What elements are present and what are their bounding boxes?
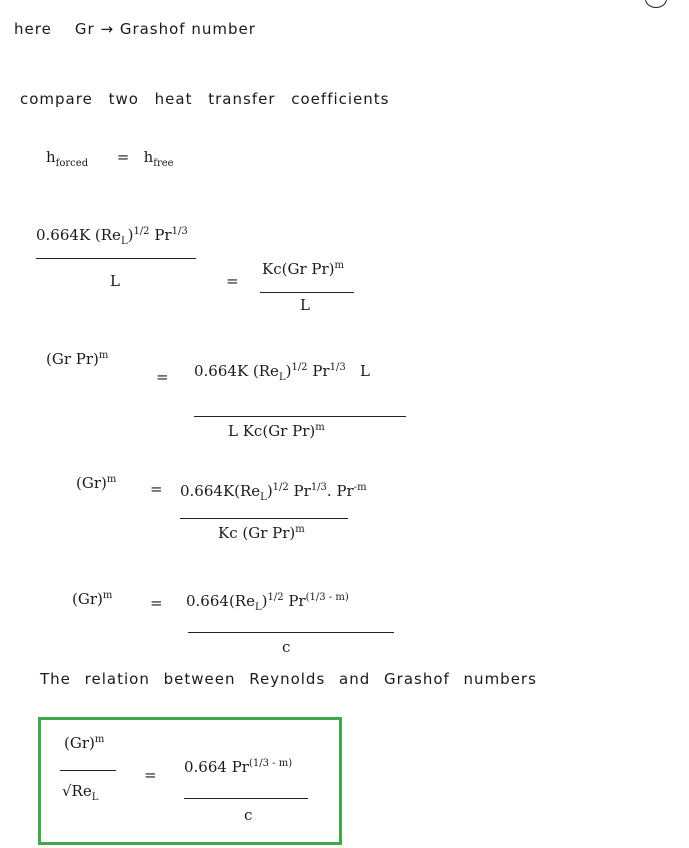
eq2-equals: = xyxy=(156,368,169,386)
eq2-lhs: (Gr Pr)$^m$ xyxy=(46,350,109,368)
eq1-equals: = xyxy=(226,272,239,290)
eq1-lhs-numerator: 0.664K $(Re_L)^{1/2}$ $Pr^{1/3}$ xyxy=(36,226,188,247)
eq4-lhs: $(Gr)^m$ xyxy=(72,590,113,608)
compare-line: compare two heat transfer coefficients xyxy=(20,90,390,108)
final-lhs-numerator: $(Gr)^m$ xyxy=(64,734,105,752)
eq4-numerator: $0.664(Re_L)^{1/2}$ $Pr^{(1/3 - m)}$ xyxy=(186,592,349,613)
eq3-fraction-bar xyxy=(180,518,348,519)
relation-line: The relation between Reynolds and Grashof numbers xyxy=(40,670,537,688)
eq3-denominator: Kc (Gr Pr)$^m$ xyxy=(218,524,305,542)
corner-mark xyxy=(645,0,667,8)
eq1-lhs-denominator: L xyxy=(110,272,120,290)
final-equals: = xyxy=(144,766,157,784)
final-rhs-fraction-bar xyxy=(184,798,308,799)
eq2-denominator: L Kc(Gr Pr)$^m$ xyxy=(228,422,325,440)
final-rhs-numerator: 0.664 $Pr^{(1/3 - m)}$ xyxy=(184,758,293,776)
eq1-rhs-numerator: Kc(Gr Pr)$^m$ xyxy=(262,260,344,278)
h-forced-symbol: h xyxy=(46,148,56,166)
eq1-rhs-fraction-bar xyxy=(260,292,354,293)
eq3-equals: = xyxy=(150,480,163,498)
eq4-equals: = xyxy=(150,594,163,612)
free-subscript: free xyxy=(153,158,174,169)
text-here: here xyxy=(14,20,52,38)
arrow-icon: → xyxy=(100,20,115,38)
eq1-lhs-fraction-bar xyxy=(36,258,196,259)
eq2-fraction-bar xyxy=(194,416,406,417)
symbol-gr: Gr xyxy=(74,20,95,38)
definition-line xyxy=(14,20,256,38)
final-lhs-denominator: $√Re_L$ xyxy=(62,782,99,803)
final-rhs-denominator: c xyxy=(244,806,253,824)
text-grashof-number: Grashof number xyxy=(119,20,256,38)
h-equality xyxy=(46,148,174,169)
h-free-symbol: h xyxy=(143,148,154,166)
eq4-denominator: c xyxy=(282,638,291,656)
eq2-numerator: 0.664K $(Re_L)^{1/2}$ $Pr^{1/3}$ L xyxy=(194,362,370,383)
eq4-fraction-bar xyxy=(188,632,394,633)
forced-subscript: forced xyxy=(55,158,89,169)
eq3-lhs: $(Gr)^m$ xyxy=(76,474,117,492)
final-lhs-fraction-bar xyxy=(60,770,116,771)
equals-sign: = xyxy=(116,148,130,166)
eq3-numerator: $0.664K(Re_L)^{1/2}$ $Pr^{1/3}$. $Pr^{-m}$ xyxy=(180,482,367,503)
eq1-rhs-denominator: L xyxy=(300,296,310,314)
